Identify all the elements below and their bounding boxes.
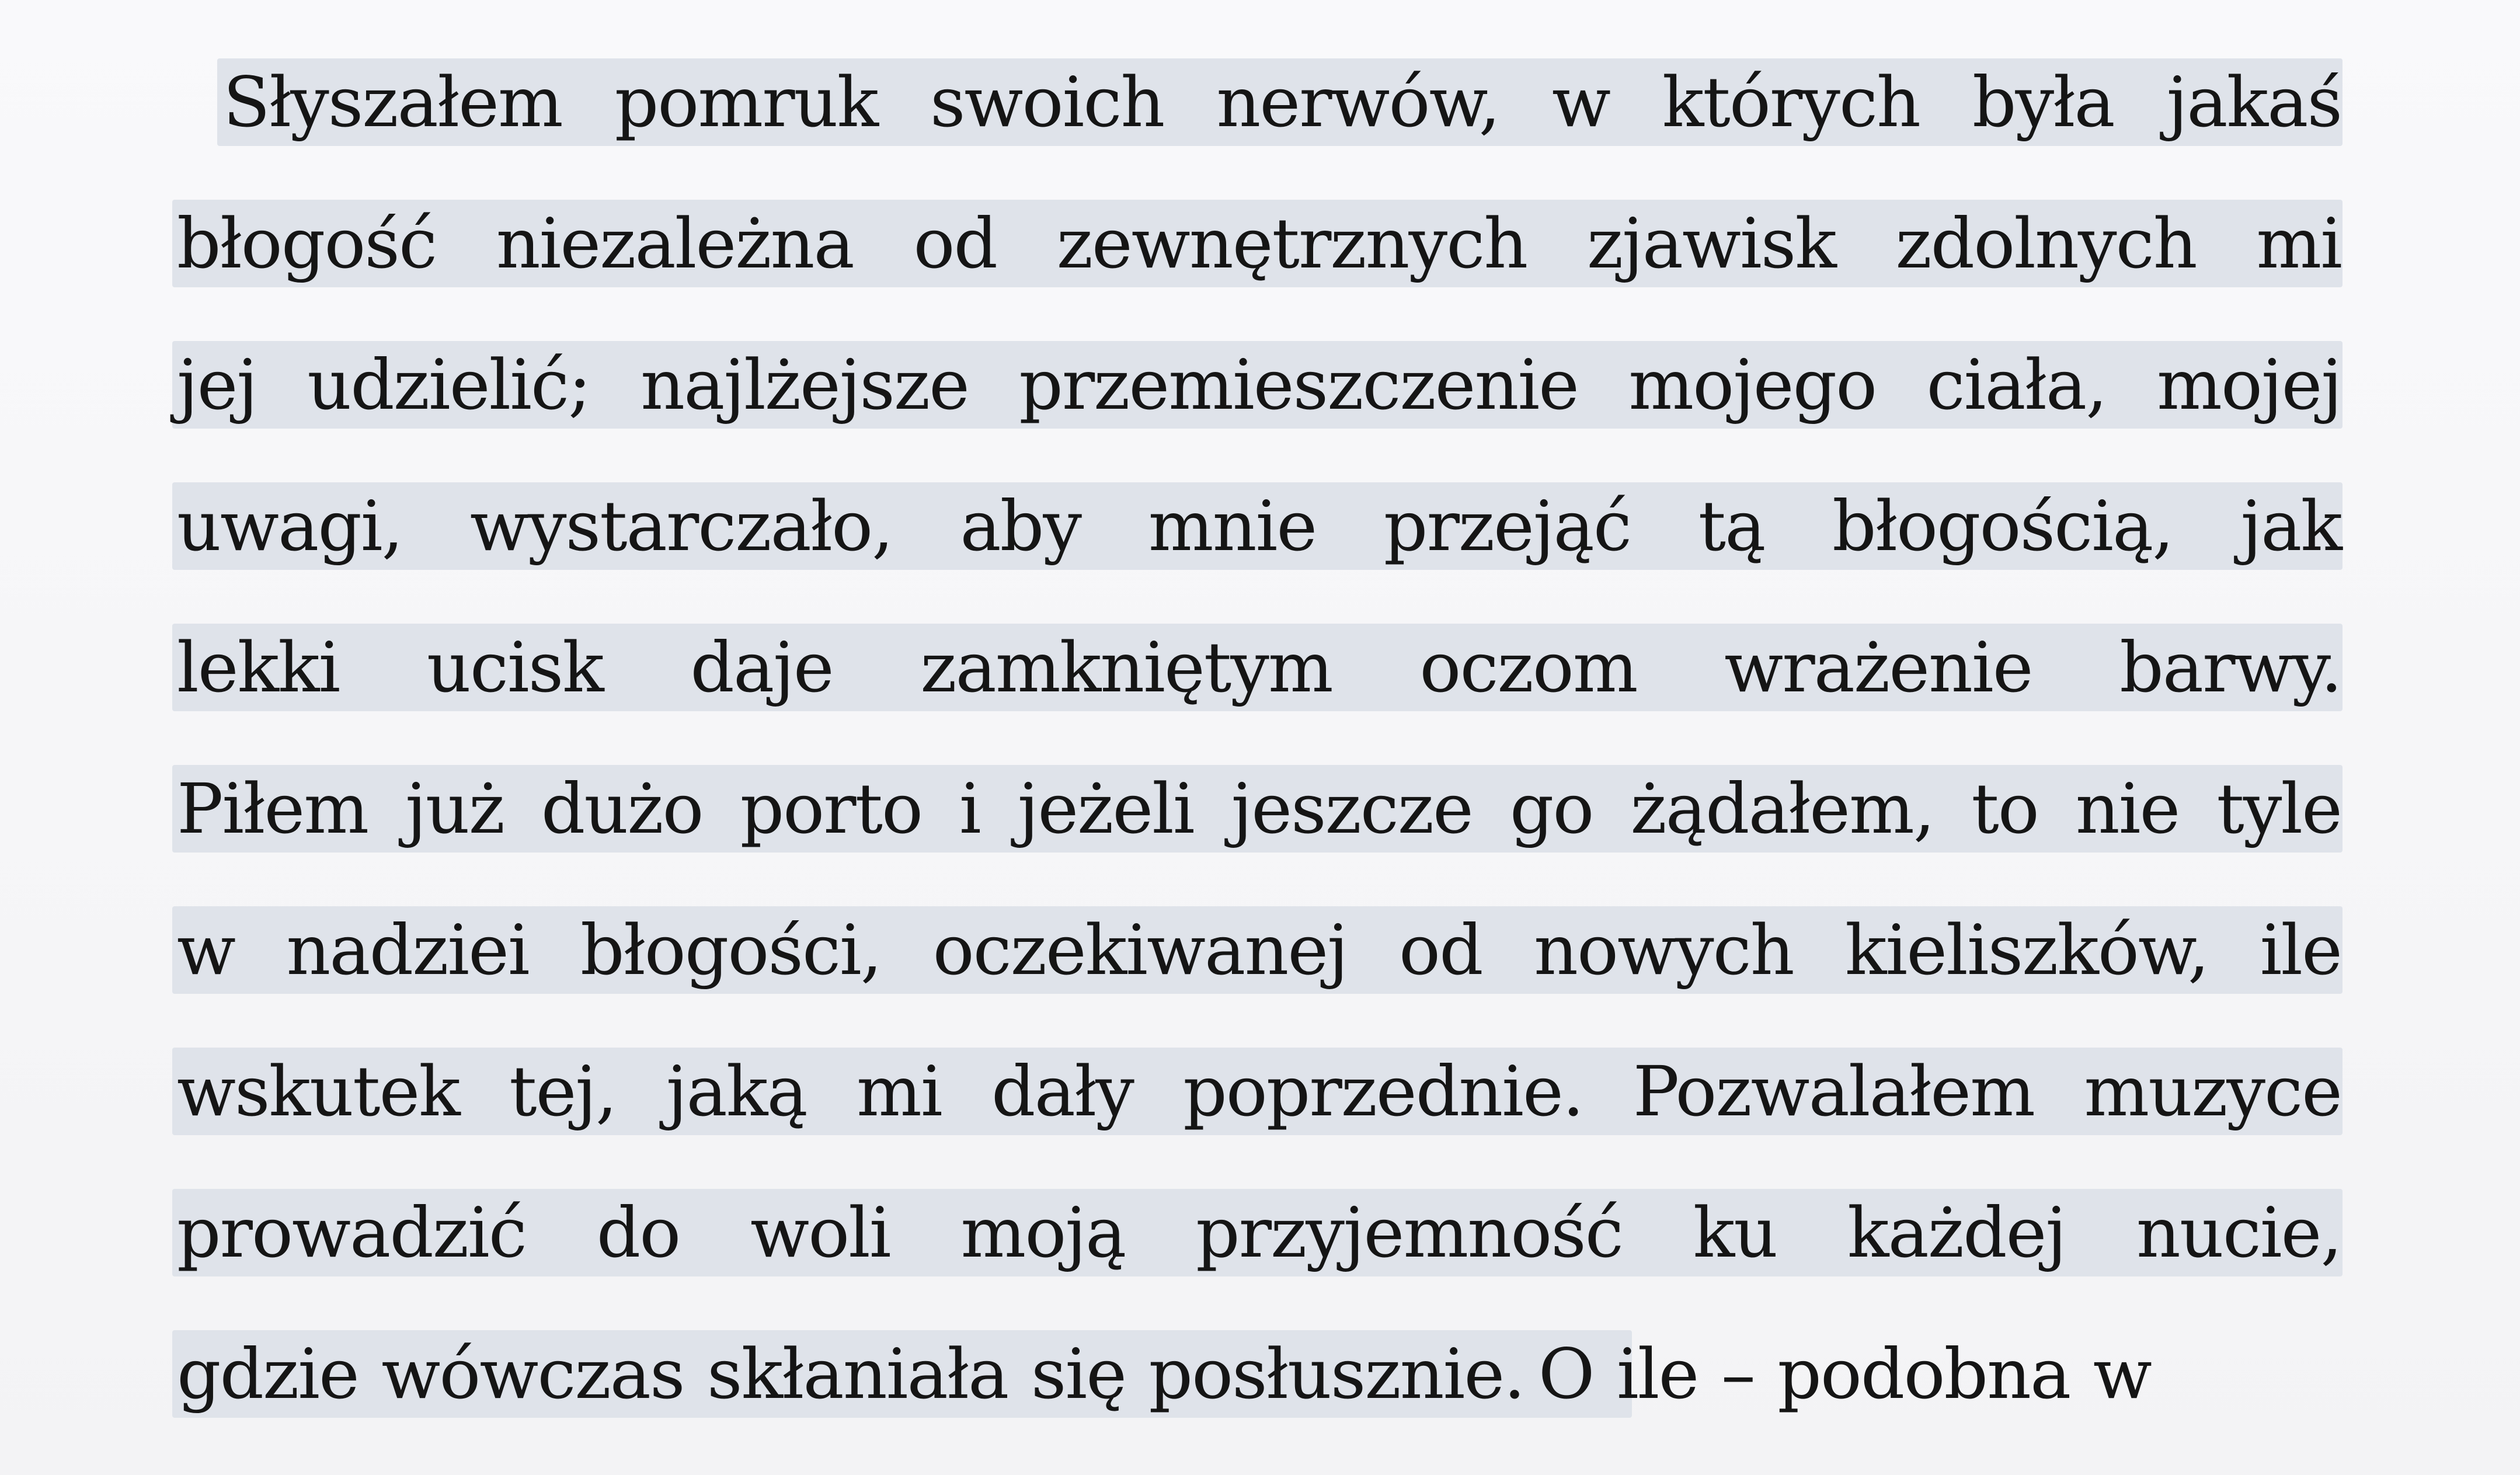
text-line: jej udzielić; najlżejsze przemieszczenie mojego ciała, mojej bbox=[177, 345, 2341, 425]
text-line: w nadziei błogości, oczekiwanej od nowych kieliszków, ile bbox=[177, 910, 2341, 990]
text-line: uwagi, wystarczało, aby mnie przejąć tą błogością, jak bbox=[177, 486, 2341, 566]
text-line: lekki ucisk daje zamkniętym oczom wrażenie barwy. bbox=[177, 627, 2341, 708]
text-line: wskutek tej, jaką mi dały poprzednie. Pozwalałem muzyce bbox=[177, 1051, 2341, 1132]
text-line: prowadzić do woli moją przyjemność ku każdej nucie, bbox=[177, 1192, 2341, 1273]
highlighted-text: gdzie wówczas skłaniała się posłusznie. bbox=[177, 1334, 1524, 1414]
unhighlighted-text: O ile – podobna w bbox=[1538, 1334, 2151, 1414]
text-line: Piłem już dużo porto i jeżeli jeszcze go żądałem, to nie tyle bbox=[177, 768, 2341, 849]
text-line: błogość niezależna od zewnętrznych zjawisk zdolnych mi bbox=[177, 203, 2341, 284]
text-line: Słyszałem pomruk swoich nerwów, w których była jakaś bbox=[223, 62, 2341, 142]
text-line-last bbox=[177, 1327, 2341, 1421]
